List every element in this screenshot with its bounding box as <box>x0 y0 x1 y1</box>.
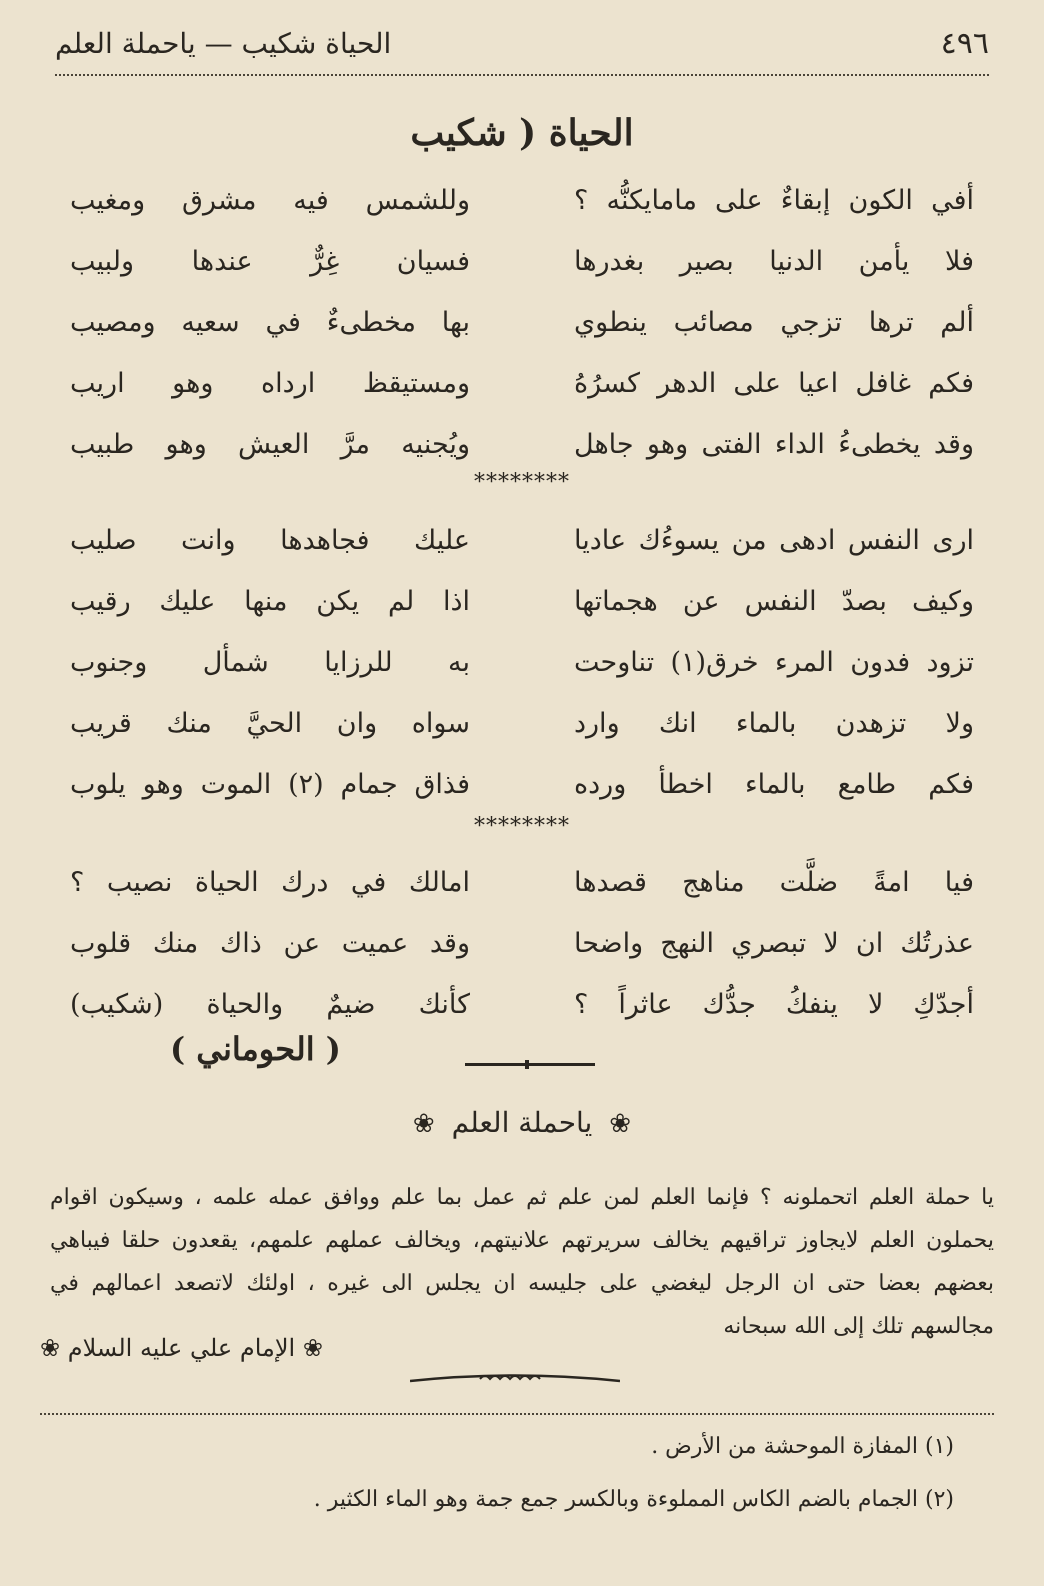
verse-hemistich-first: عذرتُك ان لا تبصري النهج واضحا <box>574 928 974 959</box>
flower-ornament-icon: ❀ <box>609 1109 632 1139</box>
verse-hemistich-second: به للرزايا شمأل وجنوب <box>70 647 470 678</box>
verse-row <box>70 292 974 353</box>
verse-hemistich-first: وقد يخطىءُ الداء الفتى وهو جاهل <box>574 429 974 460</box>
verse-hemistich-first: ولا تزهدن بالماء انك وارد <box>574 708 974 739</box>
page-number: ٤٩٦ <box>940 25 989 61</box>
verse-hemistich-second: اذا لم يكن منها عليك رقيب <box>70 586 470 617</box>
verse-hemistich-second: بها مخطىءٌ في سعيه ومصيب <box>70 307 470 338</box>
verse-hemistich-second: وقد عميت عن ذاك منك قلوب <box>70 928 470 959</box>
verse-row <box>70 414 974 475</box>
footnote-2: (٢) الجمام بالضم الكاس المملوءة وبالكسر جمع جمة وهو الماء الكثير . <box>313 1487 954 1512</box>
verse-hemistich-second: امالك في درك الحياة نصيب ؟ <box>70 867 470 898</box>
verse-row <box>70 913 974 974</box>
verse-row <box>70 974 974 1035</box>
verse-row <box>70 632 974 693</box>
verse-hemistich-second: وللشمس فيه مشرق ومغيب <box>70 185 470 216</box>
verse-hemistich-first: أفي الكون إبقاءٌ على مامايكنُّه ؟ <box>574 185 974 216</box>
verse-hemistich-first: فلا يأمن الدنيا بصير بغدرها <box>574 246 974 277</box>
stanza-separator: ******** <box>474 814 570 839</box>
verse-hemistich-second: كأنك ضيمٌ والحياة (شكيب) <box>70 989 470 1020</box>
section-title-text: ياحملة العلم <box>451 1106 593 1139</box>
section-title <box>0 1106 1044 1139</box>
verse-hemistich-first: ألم ترها تزجي مصائب ينطوي <box>574 307 974 338</box>
verse-hemistich-second: فذاق جمام (٢) الموت وهو يلوب <box>70 769 470 800</box>
verse-row <box>70 510 974 571</box>
verse-row <box>70 571 974 632</box>
stanza-separator: ******** <box>474 470 570 495</box>
verse-row <box>70 754 974 815</box>
page-header <box>55 18 989 68</box>
poem-title: الحياة ( شكيب <box>410 112 634 154</box>
verse-hemistich-first: فيا امةً ضلَّت مناهج قصدها <box>574 867 974 898</box>
poem-author: ( الحوماني ) <box>170 1030 341 1068</box>
verse-hemistich-first: فكم غافل اعيا على الدهر كسرُهُ <box>574 368 974 399</box>
verse-hemistich-second: ومستيقظ ارداه وهو اريب <box>70 368 470 399</box>
verse-hemistich-first: أجدّكِ لا ينفكُ جدُّك عاثراً ؟ <box>574 989 974 1020</box>
verse-row <box>70 852 974 913</box>
flower-ornament-icon: ❀ <box>412 1109 435 1139</box>
verse-hemistich-first: ارى النفس ادهى من يسوءُك عاديا <box>574 525 974 556</box>
verse-hemistich-second: فسيان غِرٌّ عندها ولبيب <box>70 246 470 277</box>
verse-hemistich-second: ويُجنيه مرَّ العيش وهو طبيب <box>70 429 470 460</box>
verse-hemistich-second: عليك فجاهدها وانت صليب <box>70 525 470 556</box>
verse-row <box>70 353 974 414</box>
verse-hemistich-first: وكيف بصدّ النفس عن هجماتها <box>574 586 974 617</box>
poem-stanza-3 <box>70 852 974 1035</box>
verse-hemistich-first: تزود فدون المرء خرق(١) تناوحت <box>574 647 974 678</box>
verse-row <box>70 170 974 231</box>
verse-hemistich-second: سواه وان الحيَّ منك قريب <box>70 708 470 739</box>
end-ornament-icon <box>410 1372 620 1386</box>
verse-hemistich-first: فكم طامع بالماء اخطأ ورده <box>574 769 974 800</box>
footnote-1: (١) المفازة الموحشة من الأرض . <box>651 1434 954 1459</box>
section-attribution: ❀ الإمام علي عليه السلام ❀ <box>40 1334 323 1362</box>
section-divider <box>465 1063 595 1066</box>
verse-row <box>70 693 974 754</box>
footnote-divider <box>40 1413 994 1415</box>
section-body: يا حملة العلم اتحملونه ؟ فإنما العلم لمن علم ثم عمل بما علم ووافق عمله علمه ، وسيكون اقوام يحملون العلم لايجاوز تراقيهم يخالف سريرتهم علانيتهم، ويخالف عملهم علمهم، يقعدون حلقا فيباهي بعضهم بعضا حتى ان الرجل ليغضي على جليسه ان يجلس الى غيره ، اولئك لاتصعد اعمالهم في مجالسهم تلك إلى الله سبحانه <box>50 1185 994 1339</box>
verse-row <box>70 231 974 292</box>
running-title: الحياة شكيب — ياحملة العلم <box>55 26 392 60</box>
poem-stanza-2 <box>70 510 974 815</box>
header-divider <box>55 74 989 84</box>
poem-stanza-1 <box>70 170 974 475</box>
